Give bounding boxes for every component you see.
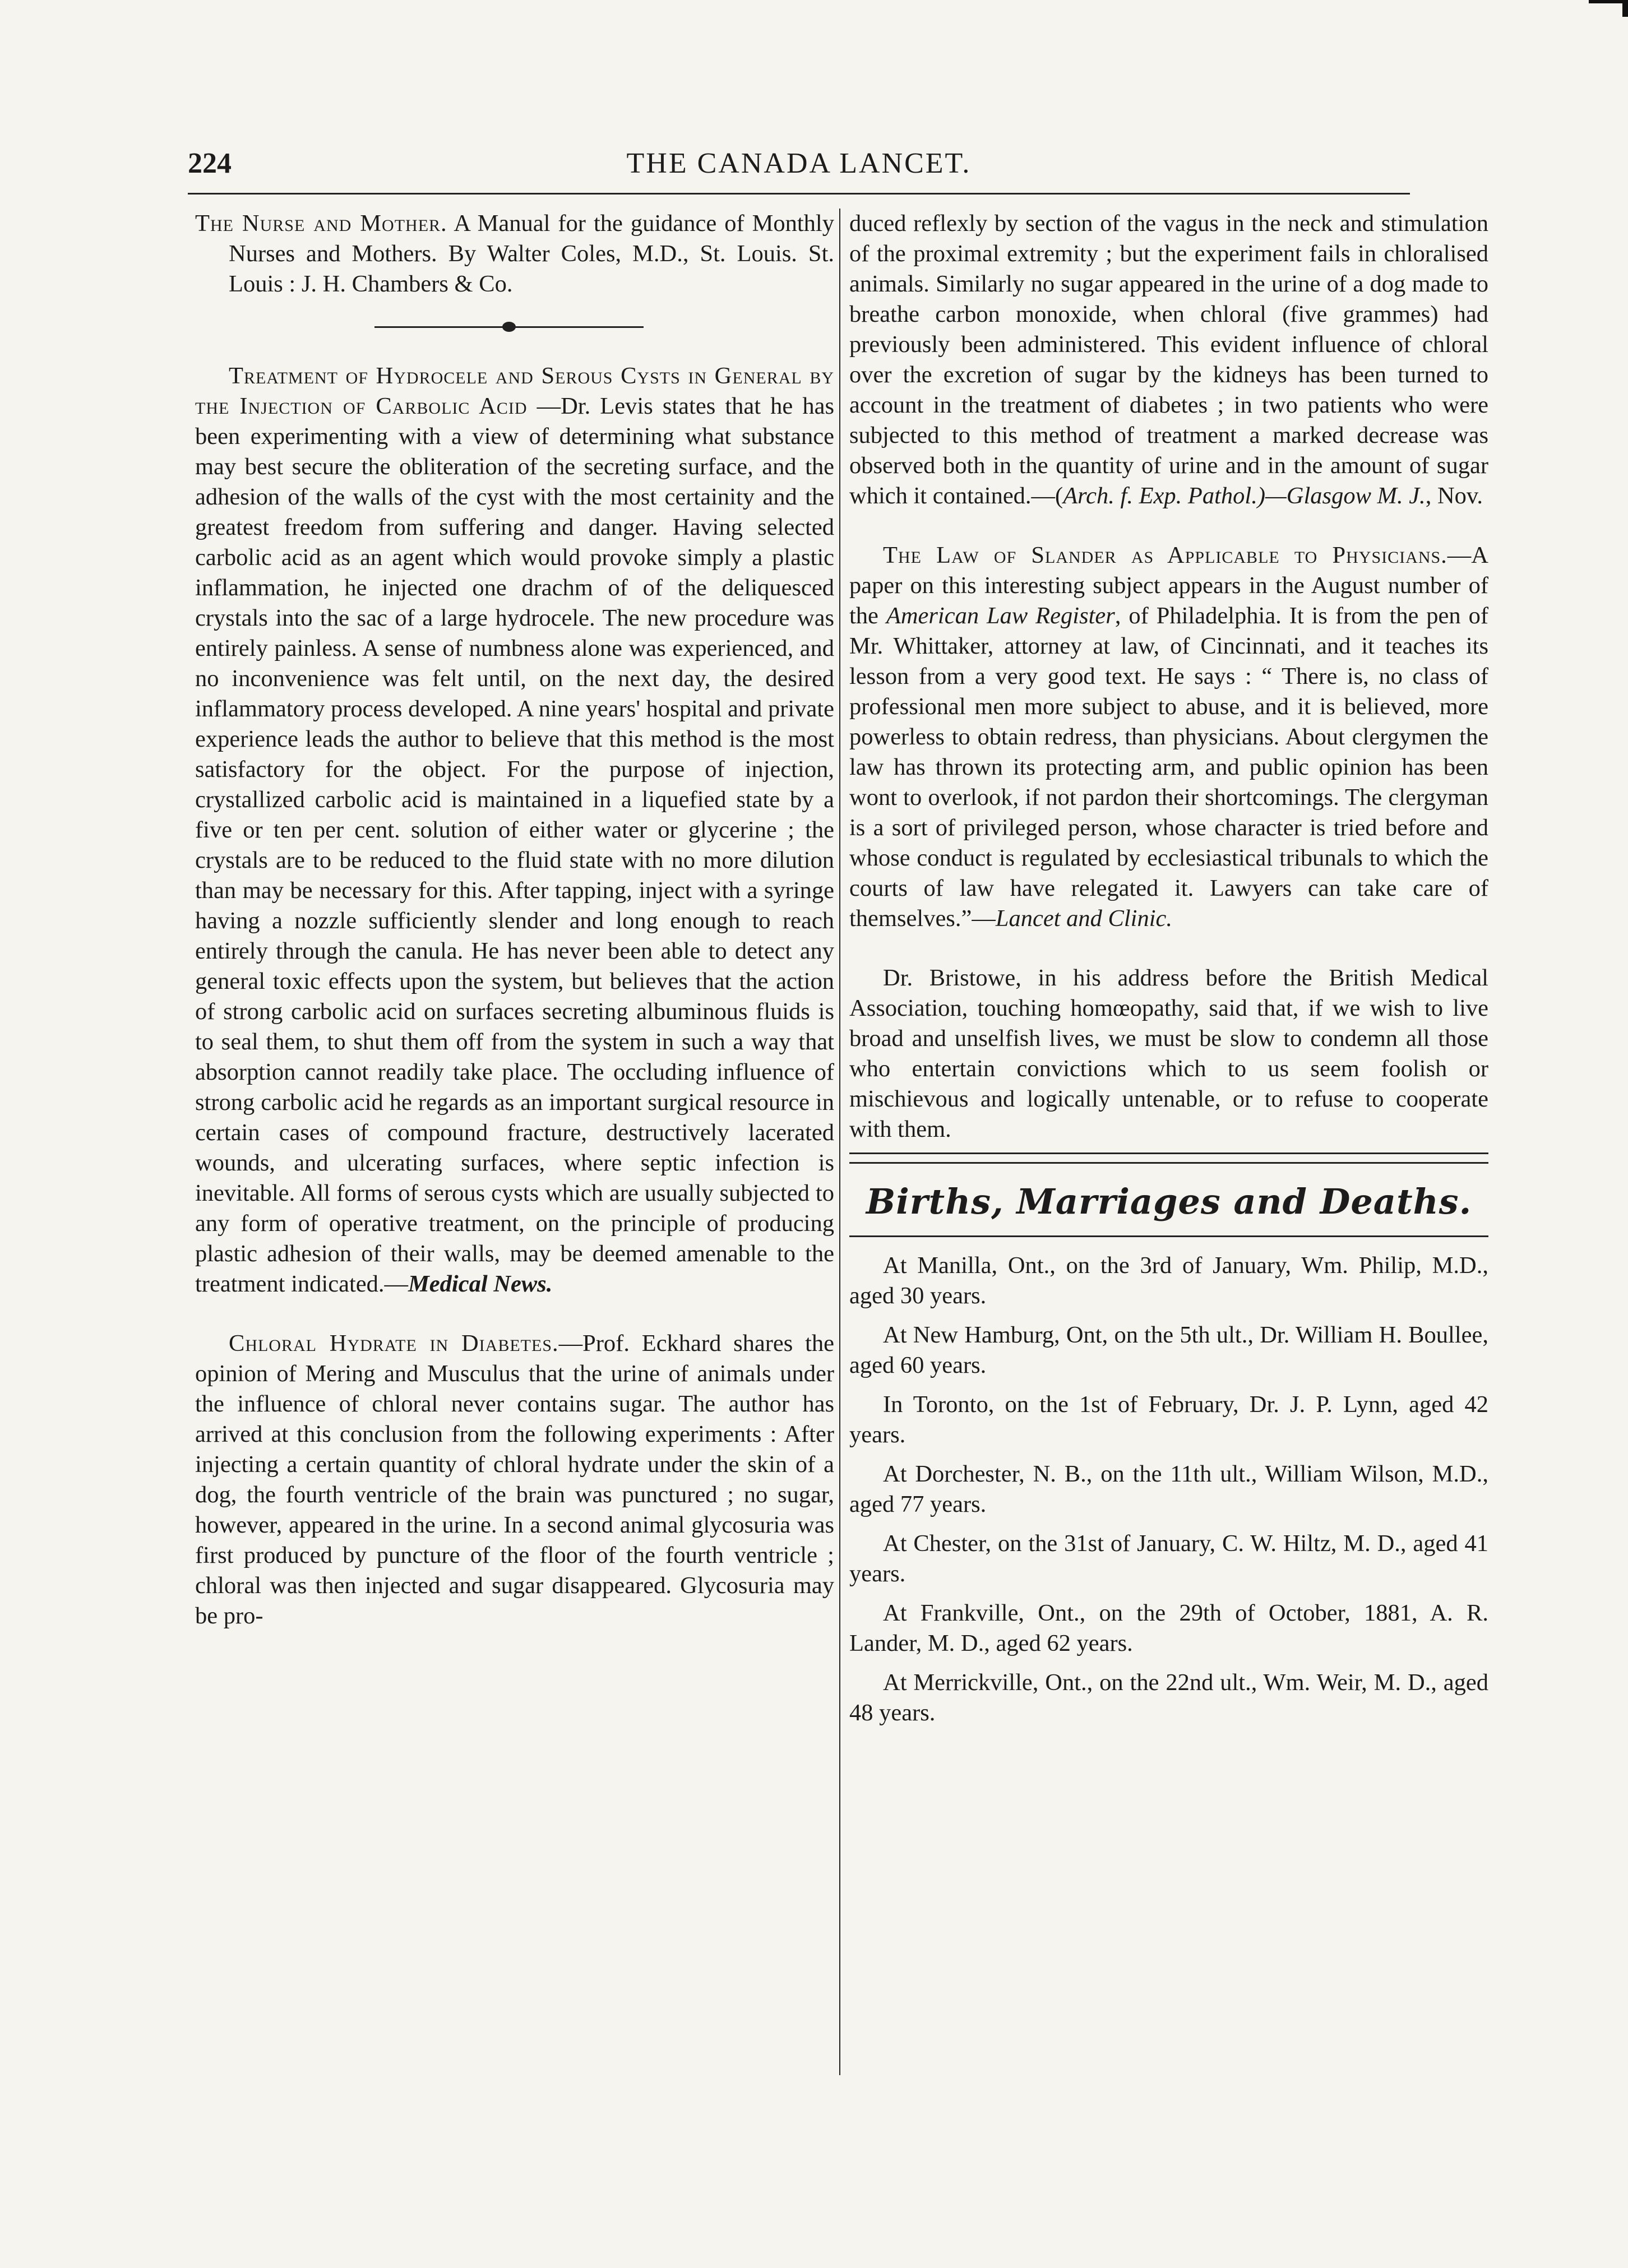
article-chloral-continued <box>849 209 1488 511</box>
death-entry: At Frankville, Ont., on the 29th of October, 1881, A. R. Lander, M. D., aged 62 years. <box>849 1600 1488 1656</box>
left-column <box>195 209 834 1631</box>
column-rule <box>839 209 840 2075</box>
spacer <box>849 934 1488 963</box>
death-entry: At New Hamburg, Ont, on the 5th ult., Dr. William H. Boullee, aged 60 years. <box>849 1322 1488 1378</box>
section-heading: Births, Marriages and Deaths. <box>866 1181 1472 1222</box>
article-text: —A paper on this interesting subject appears in the August number of the <box>849 542 1488 629</box>
book-notice-title: The Nurse and Mother. <box>195 210 447 237</box>
edge-mark <box>1589 0 1622 3</box>
article-hydrocele <box>195 361 834 1299</box>
ornament-divider <box>195 299 834 361</box>
death-entry: At Chester, on the 31st of January, C. W. Hiltz, M. D., aged 41 years. <box>849 1530 1488 1587</box>
article-title: The Law of Slander as Applicable to Physicians. <box>883 542 1447 568</box>
death-entry: At Manilla, Ont., on the 3rd of January, Wm. Philip, M.D., aged 30 years. <box>849 1252 1488 1309</box>
article-text: , of Philadelphia. It is from the pen of Mr. Whittaker, attorney at law, of Cincinnati, and it teaches its lesson from a very good text. He says : “ There is, no class of professional men more subject to abuse, and it is believed, more powerless to obtain redress, than physicians. About clergymen the law has thrown its protecting arm, and public opinion has been wont to overlook, if not pardon their shortcomings. The clergyman is a sort of privileged person, whose character is tried before and whose conduct is regulated by ecclesiastical tribunals to which the courts of law have relegated it. Lawyers can take care of themselves.”— <box>849 603 1489 932</box>
spacer <box>195 1299 834 1329</box>
running-head: THE CANADA LANCET. <box>626 147 972 179</box>
article-text-tail: , Nov. <box>1425 483 1483 509</box>
article-title: Chloral Hydrate in Diabetes. <box>229 1330 559 1357</box>
article-bristowe <box>849 963 1488 1145</box>
death-entry: At Merrickville, Ont., on the 22nd ult., Wm. Weir, M. D., aged 48 years. <box>849 1669 1488 1726</box>
article-slander <box>849 540 1488 934</box>
deaths-list <box>849 1251 1488 1728</box>
article-title: Treatment of Hydrocele and Serous Cysts in General by the Injection of Carbolic Acid <box>195 363 834 419</box>
article-source: Lancet and Clinic. <box>995 905 1173 932</box>
book-notice <box>195 209 834 299</box>
spacer <box>849 511 1488 540</box>
page-header <box>188 147 1410 192</box>
article-text: —Dr. Levis states that he has been experimenting with a view of determining what substance may best secure the obliteration of the secreting surface, and the adhesion of the walls of the cyst with the most certainity and the greatest freedom from suffering and danger. Having selected carbolic acid as an agent which would provoke simply a plastic inflammation, he injected one drachm of of the deliquesced crystals into the sac of a large hydrocele. The new procedure was entirely painless. A sense of numbness alone was experienced, and no inconvenience was felt until, on the next day, the desired inflammatory process developed. A nine years' hospital and private experience leads the author to believe that this method is the most satisfactory for the object. For the purpose of injection, crystallized carbolic acid is maintained in a liquefied state by a five or ten per cent. solution of either water or glycerine ; the crystals are to be reduced to the fluid state with no more dilution than may be necessary for this. After tapping, inject with a syringe having a nozzle sufficiently slender and long enough to reach entirely through the canula. He has never been able to detect any general toxic effects upon the system, but believes that the action of strong carbolic acid on surfaces secreting albuminous fluids is to seal them, to shut them off from the system in such a way that absorption cannot readily take place. The occluding influence of strong carbolic acid he regards as an important surgical resource in certain cases of compound fracture, destructively lacerated wounds, and ulcerating surfaces, where septic infection is inevitable. All forms of serous cysts which are usually subjected to any form of operative treatment, on the principle of producing plastic adhesion of their walls, may be deemed amenable to the treatment indicated.— <box>195 393 834 1297</box>
article-source: Arch. f. Exp. Pathol.)—Glasgow M. J. <box>1063 483 1426 509</box>
page-number: 224 <box>188 147 232 179</box>
header-rule <box>188 193 1410 195</box>
double-rule <box>849 1152 1488 1164</box>
section-rule <box>849 1235 1488 1237</box>
death-entry: In Toronto, on the 1st of February, Dr. J. P. Lynn, aged 42 years. <box>849 1391 1488 1448</box>
article-text: duced reflexly by section of the vagus in the neck and stimulation of the proximal extremity ; but the experiment fails in chloralised animals. Similarly no sugar appeared in the urine of a dog made to breathe carbon monoxide, when chloral (five grammes) had previously been administered. This evident influence of chloral over the excretion of sugar by the kidneys has been turned to account in the treatment of diabetes ; in two patients who were subjected to this method of treatment a marked decrease was observed both in the quantity of urine and in the amount of sugar which it contained.—( <box>849 210 1488 509</box>
book-notice-text: A Manual for the guidance of Monthly Nurses and Mothers. By Walter Coles, M.D., St. Louis. St. Louis : J. H. Chambers & Co. <box>229 210 834 297</box>
death-entry: At Dorchester, N. B., on the 11th ult., William Wilson, M.D., aged 77 years. <box>849 1461 1488 1517</box>
edge-mark <box>1622 0 1628 17</box>
article-text: —Prof. Eckhard shares the opinion of Mering and Musculus that the urine of animals under the influence of chloral never contains sugar. The author has arrived at this conclusion from the following experiments : After injecting a certain quantity of chloral hydrate under the skin of a dog, the fourth ventricle of the brain was punctured ; no sugar, however, appeared in the urine. In a second animal glycosuria was first produced by puncture of the floor of the fourth ventricle ; chloral was then injected and sugar disappeared. Glycosuria may be pro- <box>195 1330 834 1629</box>
right-column <box>849 209 1488 1737</box>
article-chloral <box>195 1329 834 1631</box>
article-source: Medical News. <box>408 1271 553 1297</box>
article-text: Dr. Bristowe, in his address before the British Medical Association, touching homœopathy, said that, if we wish to live broad and unselfish lives, we must be slow to condemn all those who entertain convictions which to us seem foolish or mischievous and logically untenable, or to refuse to cooperate with them. <box>849 965 1488 1142</box>
journal-name: American Law Register <box>886 603 1115 629</box>
